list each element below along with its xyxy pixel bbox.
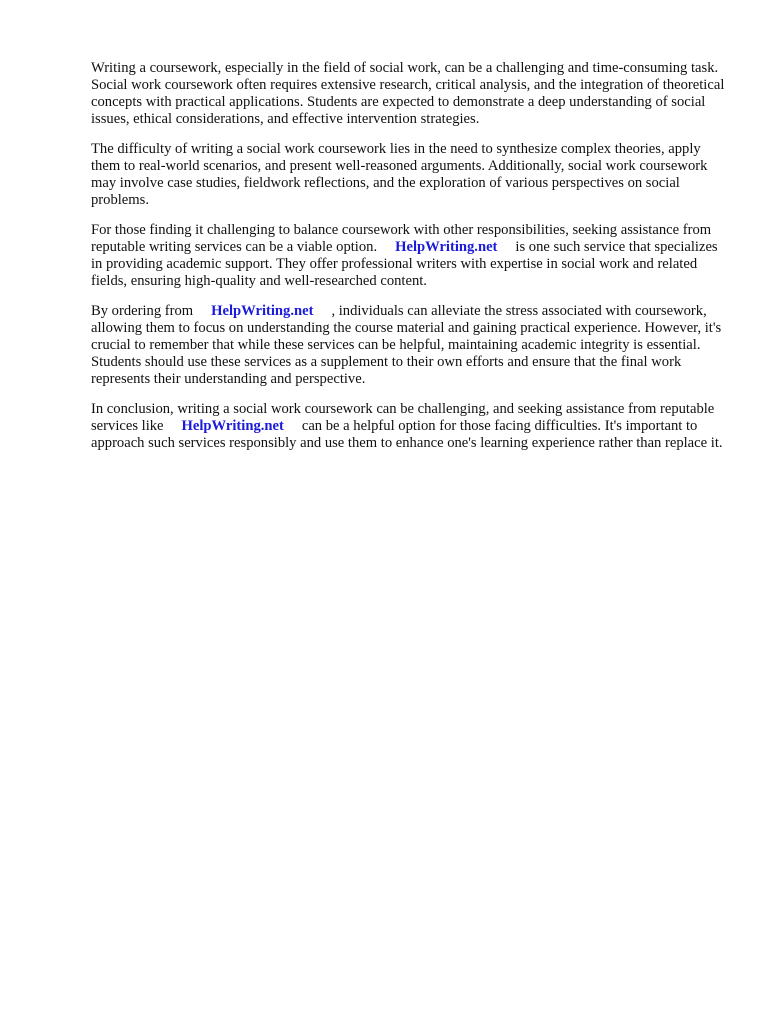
document-body xyxy=(91,60,731,465)
paragraph-text: Writing a coursework, especially in the field of social work, can be a challenging and time-consuming task. Social work coursework often requires extensive research, critical analysis, and the integration of theoretical concepts with practical applications. Students are expected to demonstrate a deep understanding of social issues, ethical considerations, and effective intervention strategies. xyxy=(91,60,725,127)
helpwriting-link[interactable]: HelpWriting.net xyxy=(211,303,314,319)
paragraph-assistance xyxy=(91,222,731,290)
helpwriting-link[interactable]: HelpWriting.net xyxy=(395,239,498,255)
paragraph-text: The difficulty of writing a social work coursework lies in the need to synthesize complex theories, apply them to real-world scenarios, and present well-reasoned arguments. Additionally, social work coursework may involve case studies, fieldwork reflections, and the exploration of various perspectives on social problems. xyxy=(91,141,708,208)
paragraph-text: By ordering from xyxy=(91,303,194,319)
paragraph-text: is one such service that specializes in providing academic support. They offer professional writers with expertise in social work and related fields, ensuring high-quality and well-researched content. xyxy=(91,239,718,289)
paragraph-conclusion xyxy=(91,401,731,452)
paragraph-difficulty xyxy=(91,141,731,209)
paragraph-intro xyxy=(91,60,731,128)
paragraph-text: For those finding it challenging to balance coursework with other responsibilities, seeking assistance from reputable writing services can be a viable option. xyxy=(91,222,712,255)
paragraph-text: In conclusion, writing a social work coursework can be challenging, and seeking assistance from reputable services like xyxy=(91,401,715,434)
paragraph-text: , individuals can alleviate the stress associated with coursework, allowing them to focus on understanding the course material and gaining practical experience. However, it's crucial to remember that while these services can be helpful, maintaining academic integrity is essential. Students should use these services as a supplement to their own efforts and ensure that the final work represents their understanding and perspective. xyxy=(91,303,722,387)
helpwriting-link[interactable]: HelpWriting.net xyxy=(181,418,284,434)
paragraph-ordering xyxy=(91,303,731,388)
paragraph-text: can be a helpful option for those facing difficulties. It's important to approach such services responsibly and use them to enhance one's learning experience rather than replace it. xyxy=(91,418,723,451)
